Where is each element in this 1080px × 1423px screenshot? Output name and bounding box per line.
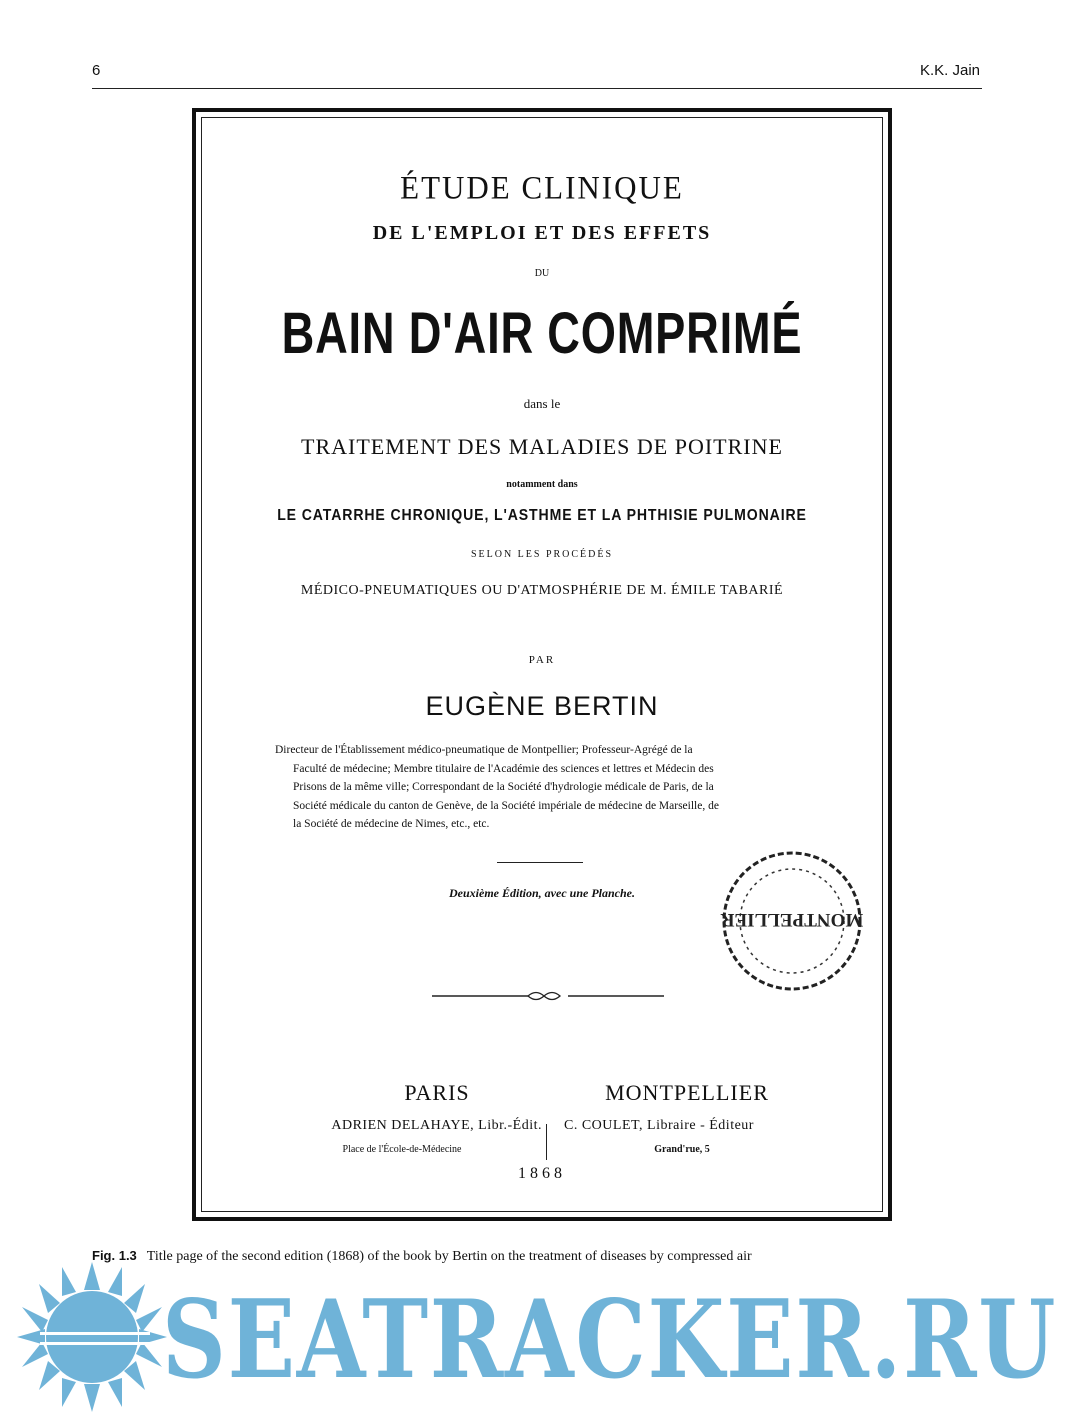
edition-note: Deuxième Édition, avec une Planche. <box>449 886 635 900</box>
running-head-author: K.K. Jain <box>919 62 980 79</box>
author-credentials <box>275 741 827 834</box>
publisher-montpellier: C. COULET, Libraire - Éditeur <box>564 1118 754 1133</box>
divider-rule <box>497 862 583 863</box>
library-stamp <box>717 846 867 996</box>
title-line-5: dans le <box>523 396 561 411</box>
main-title: BAIN D'AIR COMPRIMÉ <box>281 301 803 366</box>
page-number: 6 <box>92 62 101 79</box>
title-line-6: TRAITEMENT DES MALADIES DE POITRINE <box>301 434 783 459</box>
city-paris: PARIS <box>404 1080 470 1105</box>
credential-line: la Société de médecine de Nimes, etc., etc. <box>293 818 490 830</box>
title-line-7: notamment dans <box>506 479 578 490</box>
ornament-rule <box>432 988 664 1004</box>
figure-label: Fig. 1.3 <box>92 1248 137 1263</box>
address-paris: Place de l'École-de-Médecine <box>342 1144 462 1155</box>
address-montpellier: Grand'rue, 5 <box>654 1144 710 1155</box>
city-montpellier: MONTPELLIER <box>605 1080 769 1105</box>
credential-line: Directeur de l'Établissement médico-pneumatique de Montpellier; Professeur-Agrégé de la <box>275 744 693 756</box>
title-line-1: ÉTUDE CLINIQUE <box>400 169 684 206</box>
title-line-2: DE L'EMPLOI ET DES EFFETS <box>372 222 712 244</box>
caption-text: Title page of the second edition (1868) of the book by Bertin on the treatment of diseases by compressed air <box>146 1249 752 1264</box>
book-author: EUGÈNE BERTIN <box>425 691 659 721</box>
svg-text:MONTPELLIER: MONTPELLIER <box>720 909 864 930</box>
credential-line: Faculté de médecine; Membre titulaire de l'Académie des sciences et lettres et Médecin des <box>293 762 714 775</box>
title-page-figure <box>192 108 892 1221</box>
title-line-par: PAR <box>528 654 556 666</box>
inner-frame <box>201 117 883 1212</box>
title-line-10: MÉDICO-PNEUMATIQUES OU D'ATMOSPHÉRIE DE M. ÉMILE TABARIÉ <box>300 583 784 598</box>
credential-line: Société médicale du canton de Genève, de la Société impériale de médecine de Marseille, de <box>293 799 719 812</box>
title-line-3: DU <box>534 268 550 279</box>
title-line-9: SELON LES PROCÉDÉS <box>470 549 614 560</box>
publication-year: 1868 <box>518 1165 566 1182</box>
credential-line: Prisons de la même ville; Correspondant de la Société d'hydrologie médicale de Paris, de la <box>293 781 714 793</box>
title-line-8: LE CATARRHE CHRONIQUE, L'ASTHME ET LA PHTHISIE PULMONAIRE <box>277 507 807 524</box>
publisher-paris: ADRIEN DELAHAYE, Libr.-Édit. <box>331 1118 542 1133</box>
publisher-separator <box>546 1124 547 1160</box>
header-rule <box>92 88 982 89</box>
watermark-text: SEATRACKER.RU <box>162 1277 1058 1403</box>
